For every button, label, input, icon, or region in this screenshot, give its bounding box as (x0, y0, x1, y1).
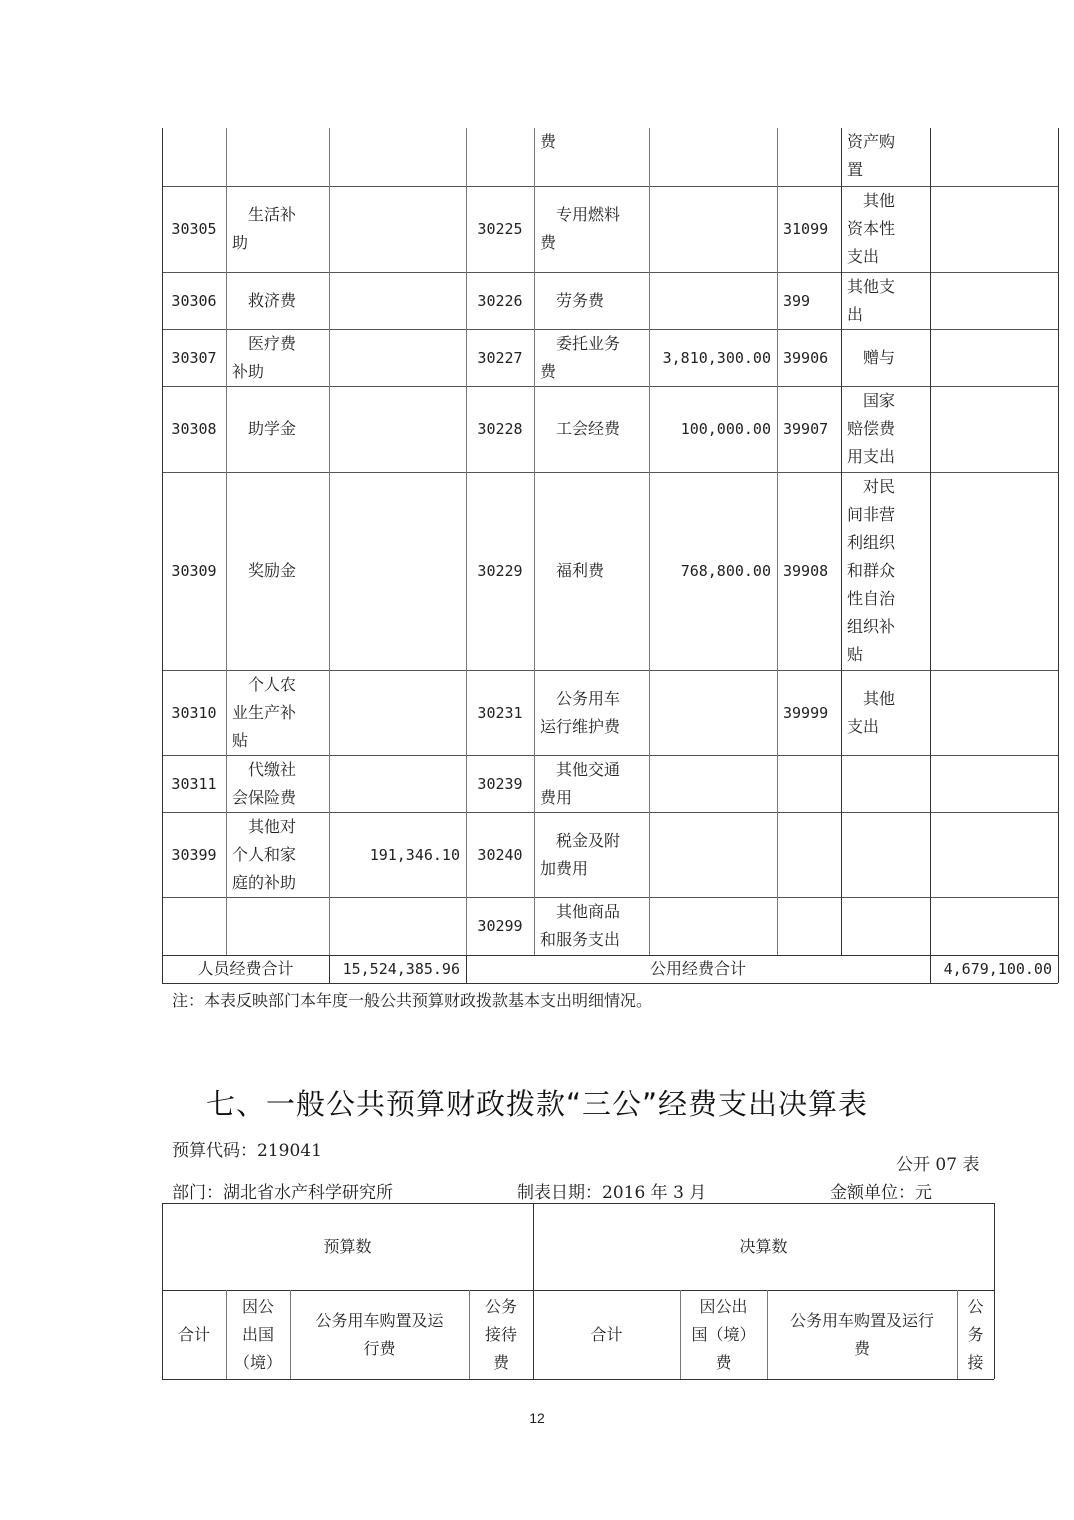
item-name-cell: 费 (540, 132, 557, 151)
personnel-total-value: 15,524,385.96 (342, 960, 460, 978)
amount-cell (329, 897, 466, 955)
table-rule (162, 897, 1058, 898)
amount-cell (649, 897, 777, 955)
amount-cell (930, 128, 1058, 186)
amount-cell (930, 472, 1058, 670)
item-name-cell: 专用燃料 费 (540, 205, 621, 252)
final-total-header: 合计 (590, 1324, 623, 1344)
item-name-cell (841, 897, 930, 955)
item-name-cell: 委托业务 费 (540, 333, 621, 381)
table-rule (534, 128, 535, 955)
table-rule (162, 955, 1058, 956)
item-name-cell: 医疗费 补助 (232, 333, 297, 381)
code-cell (777, 755, 841, 812)
table-rule (162, 1290, 994, 1291)
item-name-cell: 代缴社 会保险费 (232, 759, 297, 807)
personnel-total-label: 人员经费合计 (197, 959, 294, 978)
code-cell (777, 812, 841, 897)
table-rule (162, 670, 1058, 671)
code-cell (777, 128, 841, 186)
amount-cell (649, 755, 777, 812)
amount-cell (930, 755, 1058, 812)
item-name-cell: 劳务费 (540, 290, 605, 310)
amount-cell (930, 670, 1058, 755)
table-rule (162, 186, 1058, 187)
amount-cell (329, 128, 466, 186)
code-cell (777, 897, 841, 955)
budget-overseas-header: 因公 出国 （境） (233, 1296, 282, 1372)
code-cell: 30226 (477, 291, 523, 310)
code-cell: 30229 (477, 562, 523, 580)
table-rule (162, 472, 1058, 473)
code-cell: 30240 (477, 845, 523, 864)
public-total-value: 4,679,100.00 (943, 960, 1052, 978)
section-title: 七、一般公共预算财政拨款“三公”经费支出决算表 (205, 1087, 869, 1121)
table-rule (329, 955, 330, 983)
amount-cell (930, 812, 1058, 897)
budget-reception-header: 公务 接待 费 (484, 1296, 517, 1372)
code-cell: 30308 (171, 420, 217, 438)
amount-cell: 768,800.00 (680, 562, 771, 580)
table-rule (466, 955, 467, 983)
amount-cell (930, 186, 1058, 272)
public-total-label: 公用经费合计 (649, 959, 746, 978)
item-name-cell: 救济费 (232, 290, 297, 310)
table-rule (162, 1203, 994, 1204)
amount-cell (329, 670, 466, 755)
table-rule (469, 1290, 470, 1379)
table-rule (162, 983, 1058, 984)
item-name-cell: 其他 支出 (847, 688, 896, 736)
item-name-cell: 其他交通 费用 (540, 759, 621, 807)
table-rule (533, 1203, 534, 1379)
item-name-cell: 其他商品 和服务支出 (540, 902, 621, 949)
table-rule (329, 128, 330, 955)
table-rule (957, 1290, 958, 1379)
code-cell: 30310 (171, 703, 217, 722)
table-rule (767, 1290, 768, 1379)
table-rule (162, 755, 1058, 756)
item-name-cell (841, 755, 930, 812)
code-cell: 39907 (783, 420, 829, 438)
table-rule (162, 955, 163, 983)
amount-cell: 100,000.00 (680, 420, 771, 438)
budget-code: 预算代码：219041 (172, 1141, 322, 1161)
table-note: 注：本表反映部门本年度一般公共预算财政拨款基本支出明细情况。 (172, 991, 653, 1010)
code-cell: 30227 (477, 348, 523, 367)
item-name-cell (841, 812, 930, 897)
table-rule (226, 128, 227, 955)
code-cell: 30399 (171, 845, 217, 864)
code-cell: 399 (783, 291, 811, 310)
amount-cell (329, 272, 466, 329)
amount-cell (930, 386, 1058, 472)
currency-unit: 金额单位：元 (830, 1183, 932, 1203)
amount-cell (930, 329, 1058, 386)
amount-cell (329, 472, 466, 670)
amount-cell (930, 272, 1058, 329)
table-rule (994, 1203, 995, 1379)
code-cell: 30305 (171, 220, 217, 238)
table-rule (226, 1290, 227, 1379)
code-cell: 30299 (477, 917, 523, 935)
table-rule (162, 1203, 163, 1379)
final-overseas-header: 因公出 国（境） 费 (691, 1296, 756, 1372)
item-name-cell: 公务用车 运行维护费 (540, 688, 621, 736)
amount-cell (329, 186, 466, 272)
item-name-cell: 福利费 (540, 561, 605, 580)
item-name-cell: 其他对 个人和家 庭的补助 (232, 816, 297, 892)
code-cell: 39908 (783, 562, 829, 580)
table-rule (162, 812, 1058, 813)
table-rule (841, 128, 842, 955)
code-cell: 39906 (783, 348, 829, 367)
table-rule (290, 1290, 291, 1379)
item-name-cell: 个人农 业生产补 贴 (232, 674, 297, 750)
code-cell: 30228 (477, 420, 523, 438)
table-rule (777, 128, 778, 955)
amount-cell (329, 386, 466, 472)
item-name-cell: 生活补 助 (232, 205, 297, 252)
item-name-cell: 赠与 (847, 347, 896, 367)
final-vehicle-header: 公务用车购置及运行 费 (789, 1310, 934, 1358)
item-name-cell: 助学金 (232, 419, 297, 438)
page-number: 12 (529, 1410, 545, 1426)
final-header: 决算数 (739, 1236, 788, 1256)
final-reception-header: 公 务 接 (967, 1296, 984, 1372)
amount-cell (649, 186, 777, 272)
table-rule (162, 1379, 994, 1380)
table-rule (162, 272, 1058, 273)
table-rule (162, 386, 1058, 387)
table-rule (1058, 955, 1059, 983)
table-rule (680, 1290, 681, 1379)
item-name-cell: 工会经费 (540, 419, 621, 438)
item-name-cell: 资产购 置 (847, 132, 896, 179)
budget-total-header: 合计 (177, 1324, 210, 1344)
table-rule (1058, 128, 1059, 955)
code-cell: 30309 (171, 562, 217, 580)
budget-vehicle-header: 公务用车购置及运 行费 (315, 1310, 444, 1358)
item-name-cell: 对民 间非营 利组织 和群众 性自治 组织补 贴 (847, 477, 896, 664)
item-name-cell: 奖励金 (232, 561, 297, 580)
department: 部门：湖北省水产科学研究所 (172, 1183, 393, 1203)
amount-cell (329, 755, 466, 812)
code-cell (162, 128, 226, 186)
code-cell: 30306 (171, 291, 217, 310)
form-number: 公开 07 表 (896, 1155, 980, 1175)
item-name-cell: 税金及附 加费用 (540, 830, 621, 878)
table-rule (930, 128, 931, 955)
item-name-cell: 其他 资本性 支出 (847, 191, 896, 266)
code-cell: 31099 (783, 220, 829, 238)
code-cell: 30225 (477, 220, 523, 238)
code-cell: 30239 (477, 774, 523, 793)
report-date: 制表日期：2016 年 3 月 (517, 1183, 707, 1203)
amount-cell (930, 897, 1058, 955)
budget-header: 预算数 (323, 1236, 372, 1256)
amount-cell (649, 812, 777, 897)
amount-cell (649, 128, 777, 186)
amount-cell: 3,810,300.00 (662, 348, 771, 367)
table-rule (162, 329, 1058, 330)
code-cell: 30311 (171, 774, 217, 793)
amount-cell (329, 329, 466, 386)
table-rule (162, 128, 163, 955)
table-rule (930, 955, 931, 983)
item-name-cell (226, 128, 329, 186)
item-name-cell: 其他支 出 (847, 276, 896, 324)
amount-cell (649, 272, 777, 329)
item-name-cell (226, 897, 329, 955)
amount-cell (649, 670, 777, 755)
table-rule (466, 128, 467, 955)
code-cell (162, 897, 226, 955)
table-rule (649, 128, 650, 955)
item-name-cell: 国家 赔偿费 用支出 (847, 391, 896, 466)
code-cell: 30231 (477, 703, 523, 722)
code-cell: 39999 (783, 703, 829, 722)
amount-cell: 191,346.10 (369, 845, 460, 864)
code-cell (466, 128, 534, 186)
code-cell: 30307 (171, 348, 217, 367)
